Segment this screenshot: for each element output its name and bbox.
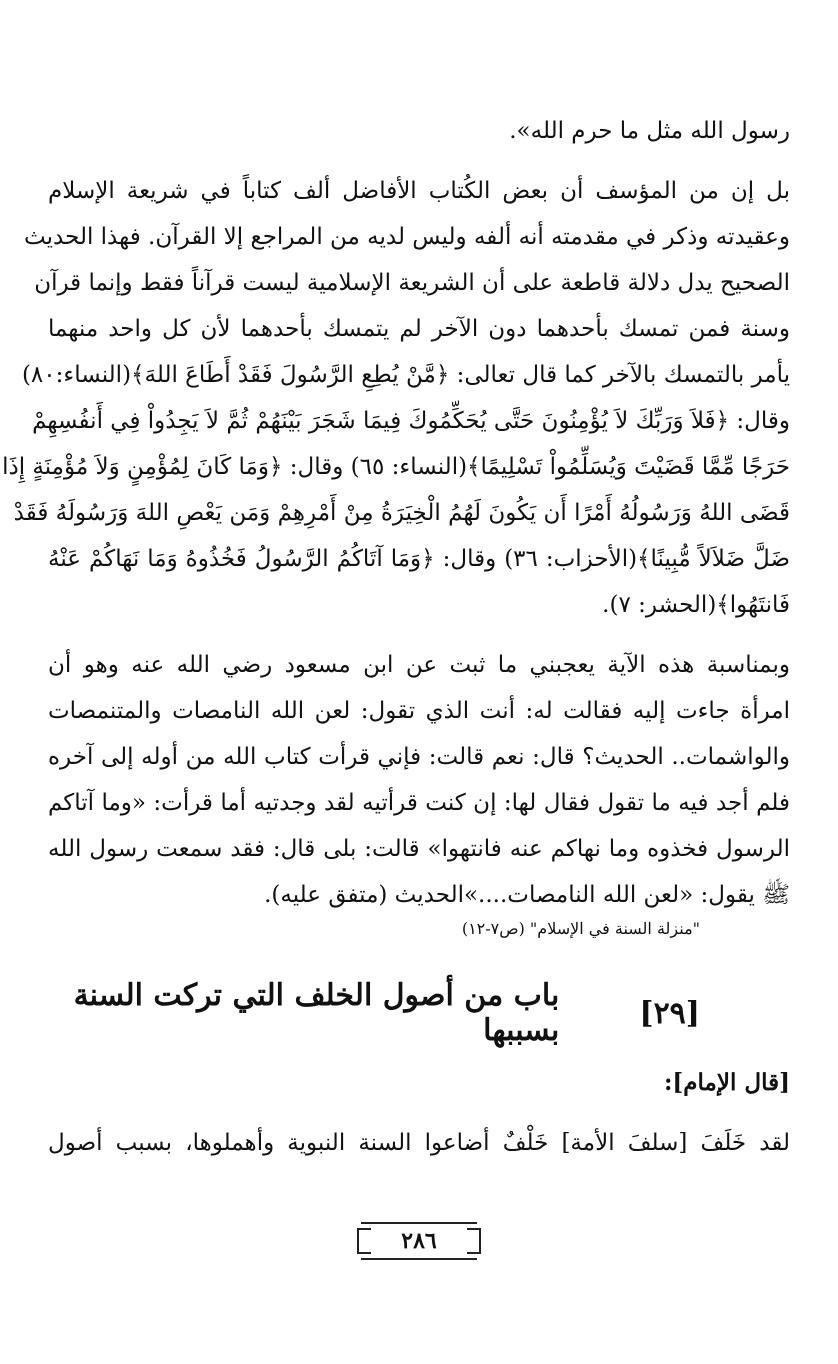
text-line: يأمر بالتمسك بالآخر كما قال تعالى: ﴿مَّنْ يُطِعِ الرَّسُولَ فَقَدْ أَطَاعَ اللهَ﴾(النساء:٨٠): [21, 362, 790, 388]
text-line: وقال: ﴿فَلاَ وَرَبِّكَ لاَ يُؤْمِنُونَ حَتَّى يُحَكِّمُوكَ فِيمَا شَجَرَ بَيْنَهُمْ ثُمَّ لاَ يَجِدُواْ فِي أَنفُسِهِمْ: [32, 408, 790, 434]
chapter-title: باب من أصول الخلف التي تركت السنة بسببها: [73, 978, 560, 1048]
text-line: الصحيح يدل دلالة قاطعة على أن الشريعة الإسلامية ليست قرآناً فقط وإنما قرآن: [34, 270, 790, 296]
text-line: الرسول فخذوه وما نهاكم عنه فانتهوا» قالت: بلى قال: فقد سمعت رسول الله: [48, 836, 790, 862]
text-line: حَرَجًا مِّمَّا قَضَيْتَ وَيُسَلِّمُواْ تَسْلِيمًا﴾(النساء: ٦٥) وقال: ﴿وَمَا كَانَ لِمُؤْمِنٍ وَلاَ مُؤْمِنَةٍ إِذَا: [2, 454, 790, 480]
paragraph-gap: [48, 154, 790, 168]
paragraph-2: [48, 642, 790, 918]
text-line: والواشمات.. الحديث؟ قال: نعم قالت: فإني قرأت كتاب الله من أوله إلى آخره: [48, 744, 790, 770]
text-line: فلم أجد فيه ما تقول فقال لها: إن كنت قرأتيه لقد وجدتيه أما قرأت: «وما آتاكم: [48, 790, 790, 816]
page-number: ٢٨٦: [401, 1228, 437, 1254]
speaker-label: [قال الإمام]:: [663, 1069, 790, 1096]
text-line: قَضَى اللهُ وَرَسُولُهُ أَمْرًا أَن يَكُونَ لَهُمُ الْخِيَرَةُ مِنْ أَمْرِهِمْ وَمَن يَعْصِ اللهَ وَرَسُولَهُ فَقَدْ: [13, 500, 790, 526]
source-note: "منزلة السنة في الإسلام" (ص٧-١٢): [461, 919, 700, 938]
text-line: لقد خَلَفَ [سلفَ الأمة] خَلْفٌ أضاعوا السنة النبوية وأهملوها، بسبب أصول: [48, 1130, 790, 1156]
text-line: وسنة فمن تمسك بأحدهما دون الآخر لم يتمسك بأحدهما لأن كل واحد منهما: [48, 316, 790, 342]
text-line: امرأة جاءت إليه فقالت له: أنت الذي تقول: لعن الله النامصات والمتنمصات: [48, 698, 790, 724]
text-line: ضَلَّ ضَلاَلاً مُّبِينًا﴾(الأحزاب: ٣٦) وقال: ﴿وَمَا آتَاكُمُ الرَّسُولُ فَخُذُوهُ وَمَا نَهَاكُمْ عَنْهُ: [48, 546, 790, 572]
text-line: بل إن من المؤسف أن بعض الكُتاب الأفاضل ألف كتاباً في شريعة الإسلام: [48, 178, 790, 204]
top-line: رسول الله مثل ما حرم الله».: [509, 118, 790, 144]
text-line: فَانتَهُوا﴾(الحشر: ٧).: [602, 592, 790, 618]
page-number-frame: [361, 1222, 477, 1260]
text-line: وعقيدته وذكر في مقدمته أنه ألفه وليس لديه من المراجع إلا القرآن. فهذا الحديث: [24, 224, 790, 250]
chapter-heading: [48, 978, 790, 1048]
chapter-number: [٢٩]: [639, 995, 700, 1031]
paragraph-gap: [48, 628, 790, 642]
text-line: وبمناسبة هذه الآية يعجبني ما ثبت عن ابن مسعود رضي الله عنه وهو أن: [48, 652, 790, 678]
paragraph-1: [2, 168, 790, 628]
text-line: ﷺ يقول: «لعن الله النامصات....»الحديث (متفق عليه).: [264, 882, 790, 908]
